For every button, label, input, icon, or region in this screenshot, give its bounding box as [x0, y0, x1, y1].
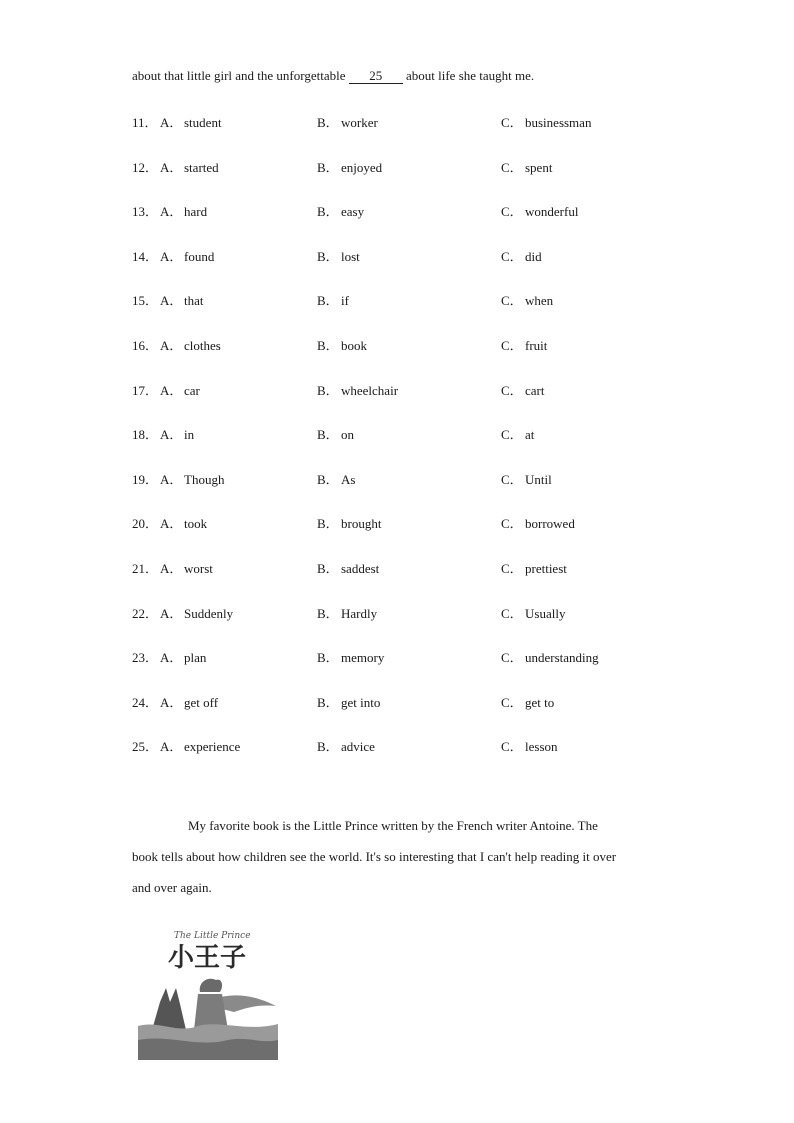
- option-c: [501, 380, 544, 399]
- question-row: [132, 424, 692, 442]
- option-b: [317, 112, 378, 131]
- option-letter: A．: [160, 115, 183, 130]
- option-text: fruit: [525, 338, 548, 353]
- question-row: [132, 335, 692, 353]
- option-text: brought: [341, 516, 382, 532]
- option-a: [160, 290, 204, 309]
- option-letter: B．: [317, 605, 339, 621]
- question-number: 11．: [132, 115, 158, 130]
- option-text: saddest: [341, 561, 380, 576]
- option-b: [317, 692, 380, 711]
- question-row: [132, 603, 692, 621]
- option-a: [160, 157, 219, 176]
- option-text: spent: [525, 159, 553, 175]
- option-a: [160, 112, 222, 131]
- option-letter: A．: [160, 605, 183, 621]
- question-number: 17．: [132, 382, 159, 398]
- option-letter: A．: [160, 739, 183, 755]
- option-b: [317, 335, 367, 354]
- option-c: [501, 647, 599, 666]
- question-row: [132, 647, 692, 665]
- question-row: [132, 201, 692, 219]
- option-text: Hardly: [341, 605, 378, 621]
- question-row: [132, 380, 692, 398]
- option-letter: A．: [160, 248, 183, 264]
- option-text: easy: [341, 204, 365, 220]
- option-b: [317, 290, 349, 309]
- option-letter: A．: [160, 293, 183, 309]
- option-text: Suddenly: [184, 605, 234, 621]
- option-text: worst: [184, 561, 213, 576]
- option-letter: B．: [317, 739, 339, 755]
- option-text: Though: [184, 471, 225, 487]
- option-letter: C．: [501, 338, 523, 353]
- option-letter: C．: [501, 516, 523, 532]
- option-text: on: [341, 427, 354, 443]
- passage-line-2: book tells about how children see the world. It's so interesting that I can't help reading it over: [132, 849, 617, 864]
- option-letter: C．: [501, 739, 523, 755]
- option-text: As: [341, 471, 356, 487]
- option-text: found: [184, 248, 215, 264]
- question-row: [132, 157, 692, 175]
- option-a: [160, 201, 207, 220]
- option-text: get to: [525, 694, 555, 710]
- option-letter: B．: [317, 293, 339, 309]
- book-cover-image: [138, 922, 278, 1060]
- option-letter: C．: [501, 248, 523, 264]
- option-letter: C．: [501, 159, 523, 175]
- passage-line-1: My favorite book is the Little Prince written by the French writer Antoine. The: [188, 818, 598, 833]
- option-b: [317, 603, 377, 622]
- option-b: [317, 558, 379, 577]
- option-c: [501, 736, 558, 755]
- option-text: wonderful: [525, 204, 579, 220]
- option-letter: C．: [501, 605, 523, 621]
- option-letter: B．: [317, 694, 339, 710]
- prince-hair: [200, 979, 222, 992]
- option-text: student: [184, 115, 222, 130]
- intro-line: [132, 68, 534, 84]
- passage: [132, 810, 662, 903]
- question-number: 22．: [132, 605, 159, 621]
- question-number: 24．: [132, 694, 159, 710]
- option-letter: A．: [160, 694, 183, 710]
- option-letter: B．: [317, 516, 339, 532]
- option-text: experience: [184, 739, 241, 755]
- option-text: get into: [341, 694, 381, 710]
- option-letter: A．: [160, 382, 183, 398]
- option-letter: B．: [317, 338, 339, 353]
- option-c: [501, 692, 554, 711]
- option-letter: A．: [160, 516, 183, 532]
- question-row: [132, 692, 692, 710]
- option-text: at: [525, 427, 535, 443]
- option-letter: B．: [317, 248, 339, 264]
- option-letter: B．: [317, 159, 339, 175]
- question-row: [132, 246, 692, 264]
- option-text: that: [184, 293, 204, 309]
- question-number: 15．: [132, 293, 159, 309]
- option-b: [317, 380, 398, 399]
- option-letter: B．: [317, 427, 339, 443]
- little-prince-cover-illustration: [138, 922, 278, 1060]
- option-text: borrowed: [525, 516, 575, 532]
- option-text: car: [184, 382, 200, 398]
- option-letter: A．: [160, 561, 183, 576]
- option-b: [317, 736, 375, 755]
- option-letter: C．: [501, 427, 523, 443]
- option-c: [501, 335, 547, 354]
- option-letter: A．: [160, 159, 183, 175]
- question-row: [132, 736, 692, 754]
- question-row: [132, 513, 692, 531]
- option-text: in: [184, 427, 195, 443]
- question-number: 14．: [132, 248, 159, 264]
- option-c: [501, 424, 534, 443]
- option-b: [317, 424, 354, 443]
- option-text: plan: [184, 650, 207, 666]
- option-a: [160, 335, 221, 354]
- question-number: 13．: [132, 204, 159, 220]
- option-c: [501, 290, 553, 309]
- option-a: [160, 736, 240, 755]
- option-c: [501, 246, 542, 265]
- question-row: [132, 290, 692, 308]
- option-a: [160, 692, 218, 711]
- question-row: [132, 112, 692, 130]
- question-row: [132, 558, 692, 576]
- option-c: [501, 201, 578, 220]
- option-letter: B．: [317, 204, 339, 220]
- option-c: [501, 513, 575, 532]
- option-letter: C．: [501, 293, 523, 309]
- option-text: took: [184, 516, 208, 532]
- option-letter: C．: [501, 382, 523, 398]
- question-number: 19．: [132, 471, 159, 487]
- option-letter: A．: [160, 338, 183, 353]
- option-letter: A．: [160, 471, 183, 487]
- option-text: started: [184, 159, 219, 175]
- option-text: understanding: [525, 650, 599, 666]
- option-c: [501, 157, 552, 176]
- cover-english-title: The Little Prince: [174, 931, 251, 941]
- option-text: Until: [525, 471, 552, 487]
- option-text: clothes: [184, 338, 221, 353]
- option-a: [160, 246, 214, 265]
- blank-25: 25: [349, 69, 403, 84]
- option-letter: C．: [501, 561, 523, 576]
- option-letter: B．: [317, 561, 339, 576]
- option-text: get off: [184, 694, 219, 710]
- option-b: [317, 157, 382, 176]
- question-number: 16．: [132, 338, 159, 353]
- option-letter: C．: [501, 115, 523, 130]
- option-letter: A．: [160, 650, 183, 666]
- option-a: [160, 603, 233, 622]
- option-a: [160, 424, 194, 443]
- option-c: [501, 112, 591, 131]
- option-text: hard: [184, 204, 208, 220]
- option-c: [501, 603, 565, 622]
- option-text: Usually: [525, 605, 566, 621]
- option-text: lost: [341, 248, 360, 264]
- option-text: worker: [341, 115, 378, 130]
- option-text: when: [525, 293, 554, 309]
- option-text: enjoyed: [341, 159, 383, 175]
- option-text: did: [525, 248, 542, 264]
- question-number: 12．: [132, 159, 159, 175]
- question-number: 20．: [132, 516, 159, 532]
- option-letter: C．: [501, 650, 523, 666]
- fox-shape: [152, 988, 186, 1030]
- option-b: [317, 201, 364, 220]
- option-a: [160, 380, 200, 399]
- question-number: 23．: [132, 650, 159, 666]
- question-number: 25．: [132, 739, 159, 755]
- option-letter: B．: [317, 650, 339, 666]
- option-letter: A．: [160, 427, 183, 443]
- question-row: [132, 469, 692, 487]
- option-text: wheelchair: [341, 382, 399, 398]
- option-letter: B．: [317, 382, 339, 398]
- passage-line-3: and over again.: [132, 880, 212, 895]
- question-number: 18．: [132, 427, 159, 443]
- option-text: cart: [525, 382, 545, 398]
- option-text: if: [341, 293, 349, 309]
- option-b: [317, 469, 355, 488]
- option-letter: C．: [501, 204, 523, 220]
- option-letter: C．: [501, 694, 523, 710]
- option-text: prettiest: [525, 561, 567, 576]
- option-letter: B．: [317, 115, 339, 130]
- option-c: [501, 469, 552, 488]
- option-c: [501, 558, 567, 577]
- option-a: [160, 558, 213, 577]
- option-b: [317, 647, 384, 666]
- option-text: advice: [341, 739, 375, 755]
- option-b: [317, 246, 360, 265]
- option-letter: B．: [317, 471, 339, 487]
- option-letter: A．: [160, 204, 183, 220]
- option-text: book: [341, 338, 367, 353]
- intro-text-after: about life she taught me.: [402, 68, 535, 83]
- intro-text-before: about that little girl and the unforgettable: [132, 68, 349, 83]
- question-number: 21．: [132, 561, 159, 576]
- option-letter: C．: [501, 471, 523, 487]
- cover-chinese-title: 小王子: [168, 943, 247, 973]
- option-a: [160, 469, 224, 488]
- option-text: businessman: [525, 115, 592, 130]
- option-a: [160, 513, 207, 532]
- option-text: memory: [341, 650, 385, 666]
- option-text: lesson: [525, 739, 558, 755]
- option-a: [160, 647, 206, 666]
- option-b: [317, 513, 381, 532]
